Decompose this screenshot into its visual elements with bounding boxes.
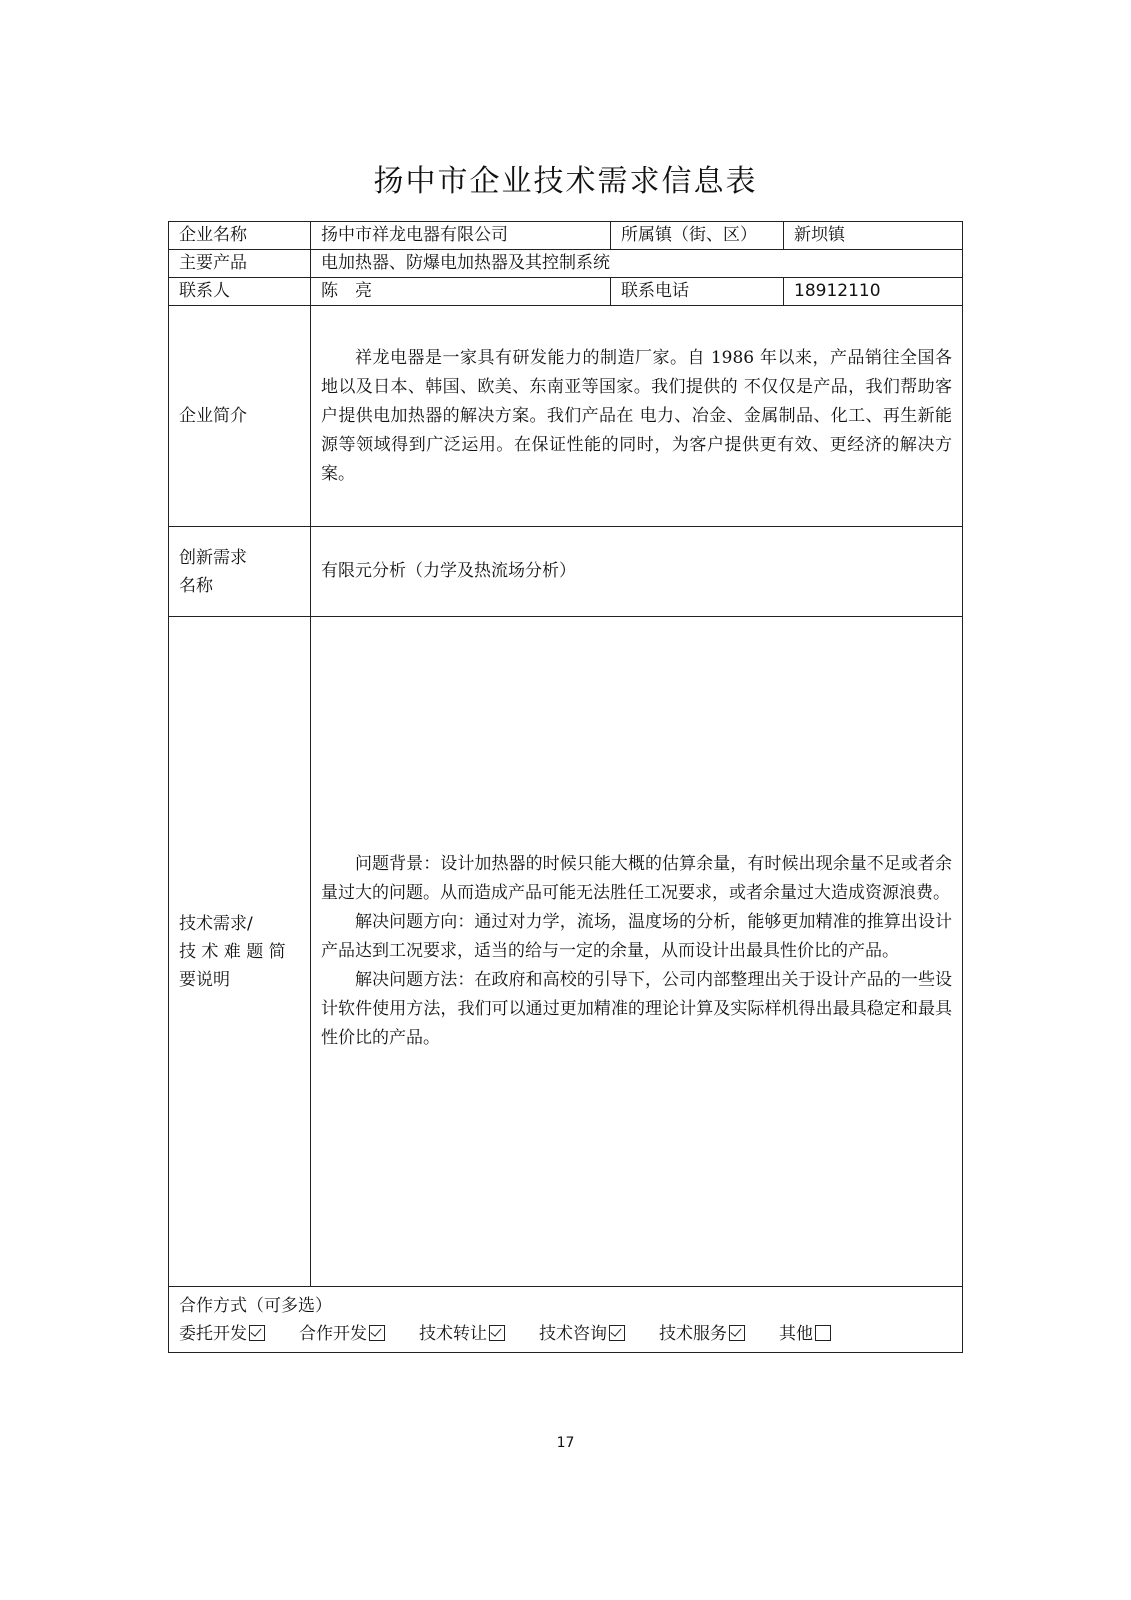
checkbox-checked-icon[interactable] xyxy=(729,1325,745,1341)
cooperation-row xyxy=(169,1287,963,1353)
company-row xyxy=(169,222,963,250)
checkbox-unchecked-icon[interactable] xyxy=(815,1325,831,1341)
main-products-value: 电加热器、防爆电加热器及其控制系统 xyxy=(311,250,963,278)
innovation-label-line1: 创新需求 xyxy=(179,547,247,568)
town-label: 所属镇（街、区） xyxy=(611,222,784,250)
innovation-name-value: 有限元分析（力学及热流场分析） xyxy=(311,527,963,617)
innovation-label-line2: 名称 xyxy=(179,575,213,596)
tech-description-cell xyxy=(311,617,963,1287)
option-label: 技术咨询 xyxy=(539,1323,607,1344)
checkbox-checked-icon[interactable] xyxy=(489,1325,505,1341)
option-label: 其他 xyxy=(779,1323,813,1344)
option-tech-transfer[interactable] xyxy=(419,1320,505,1348)
tech-paragraph-background: 问题背景：设计加热器的时候只能大概的估算余量，有时候出现余量不足或者余量过大的问题。从而造成产品可能无法胜任工况要求，或者余量过大造成资源浪费。 xyxy=(321,854,952,903)
option-joint-dev[interactable] xyxy=(299,1320,385,1348)
option-label: 技术服务 xyxy=(659,1323,727,1344)
intro-text: 祥龙电器是一家具有研发能力的制造厂家。自 1986 年以来，产品销往全国各地以及日本、韩国、欧美、东南亚等国家。我们提供的 不仅仅是产品，我们帮助客户提供电加热器的解决方案。我们产品在 电力、冶金、金属制品、化工、再生新能源等领域得到广泛运用。在保证性能的同时，为客户提供更有效、更经济的解决方案。 xyxy=(321,347,952,484)
intro-cell xyxy=(311,306,963,527)
innovation-row xyxy=(169,527,963,617)
checkbox-checked-icon[interactable] xyxy=(369,1325,385,1341)
company-name-label: 企业名称 xyxy=(169,222,311,250)
cooperation-options xyxy=(179,1320,952,1348)
checkbox-checked-icon[interactable] xyxy=(609,1325,625,1341)
phone-value: 18912110 xyxy=(784,278,963,306)
tech-row xyxy=(169,617,963,1287)
tech-paragraph-method: 解决问题方法：在政府和高校的引导下，公司内部整理出关于设计产品的一些设计软件使用方法，我们可以通过更加精准的理论计算及实际样机得出最具稳定和最具性价比的产品。 xyxy=(321,970,952,1048)
tech-label-line3: 要说明 xyxy=(179,969,230,990)
page-number: 17 xyxy=(556,1435,575,1451)
checkbox-checked-icon[interactable] xyxy=(249,1325,265,1341)
tech-label xyxy=(169,617,311,1287)
option-label: 委托开发 xyxy=(179,1323,247,1344)
page-title: 扬中市企业技术需求信息表 xyxy=(373,164,758,199)
products-row xyxy=(169,250,963,278)
contact-label: 联系人 xyxy=(169,278,311,306)
company-name-value: 扬中市祥龙电器有限公司 xyxy=(311,222,611,250)
town-value: 新坝镇 xyxy=(784,222,963,250)
option-tech-consult[interactable] xyxy=(539,1320,625,1348)
tech-label-line1: 技术需求/ xyxy=(179,913,253,934)
option-label: 合作开发 xyxy=(299,1323,367,1344)
intro-label: 企业简介 xyxy=(169,306,311,527)
phone-label: 联系电话 xyxy=(611,278,784,306)
tech-paragraph-direction: 解决问题方向：通过对力学，流场，温度场的分析，能够更加精准的推算出设计产品达到工况要求，适当的给与一定的余量，从而设计出最具性价比的产品。 xyxy=(321,912,952,961)
cooperation-cell xyxy=(169,1287,963,1353)
option-label: 技术转让 xyxy=(419,1323,487,1344)
contact-value: 陈 亮 xyxy=(311,278,611,306)
cooperation-title: 合作方式（可多选） xyxy=(179,1295,332,1316)
option-other[interactable] xyxy=(779,1320,831,1348)
requirement-form-table xyxy=(168,221,963,1353)
contact-row xyxy=(169,278,963,306)
intro-row xyxy=(169,306,963,527)
innovation-label xyxy=(169,527,311,617)
main-products-label: 主要产品 xyxy=(169,250,311,278)
option-commissioned-dev[interactable] xyxy=(179,1320,265,1348)
tech-label-line2: 技 术 难 题 简 xyxy=(179,941,286,962)
option-tech-service[interactable] xyxy=(659,1320,745,1348)
